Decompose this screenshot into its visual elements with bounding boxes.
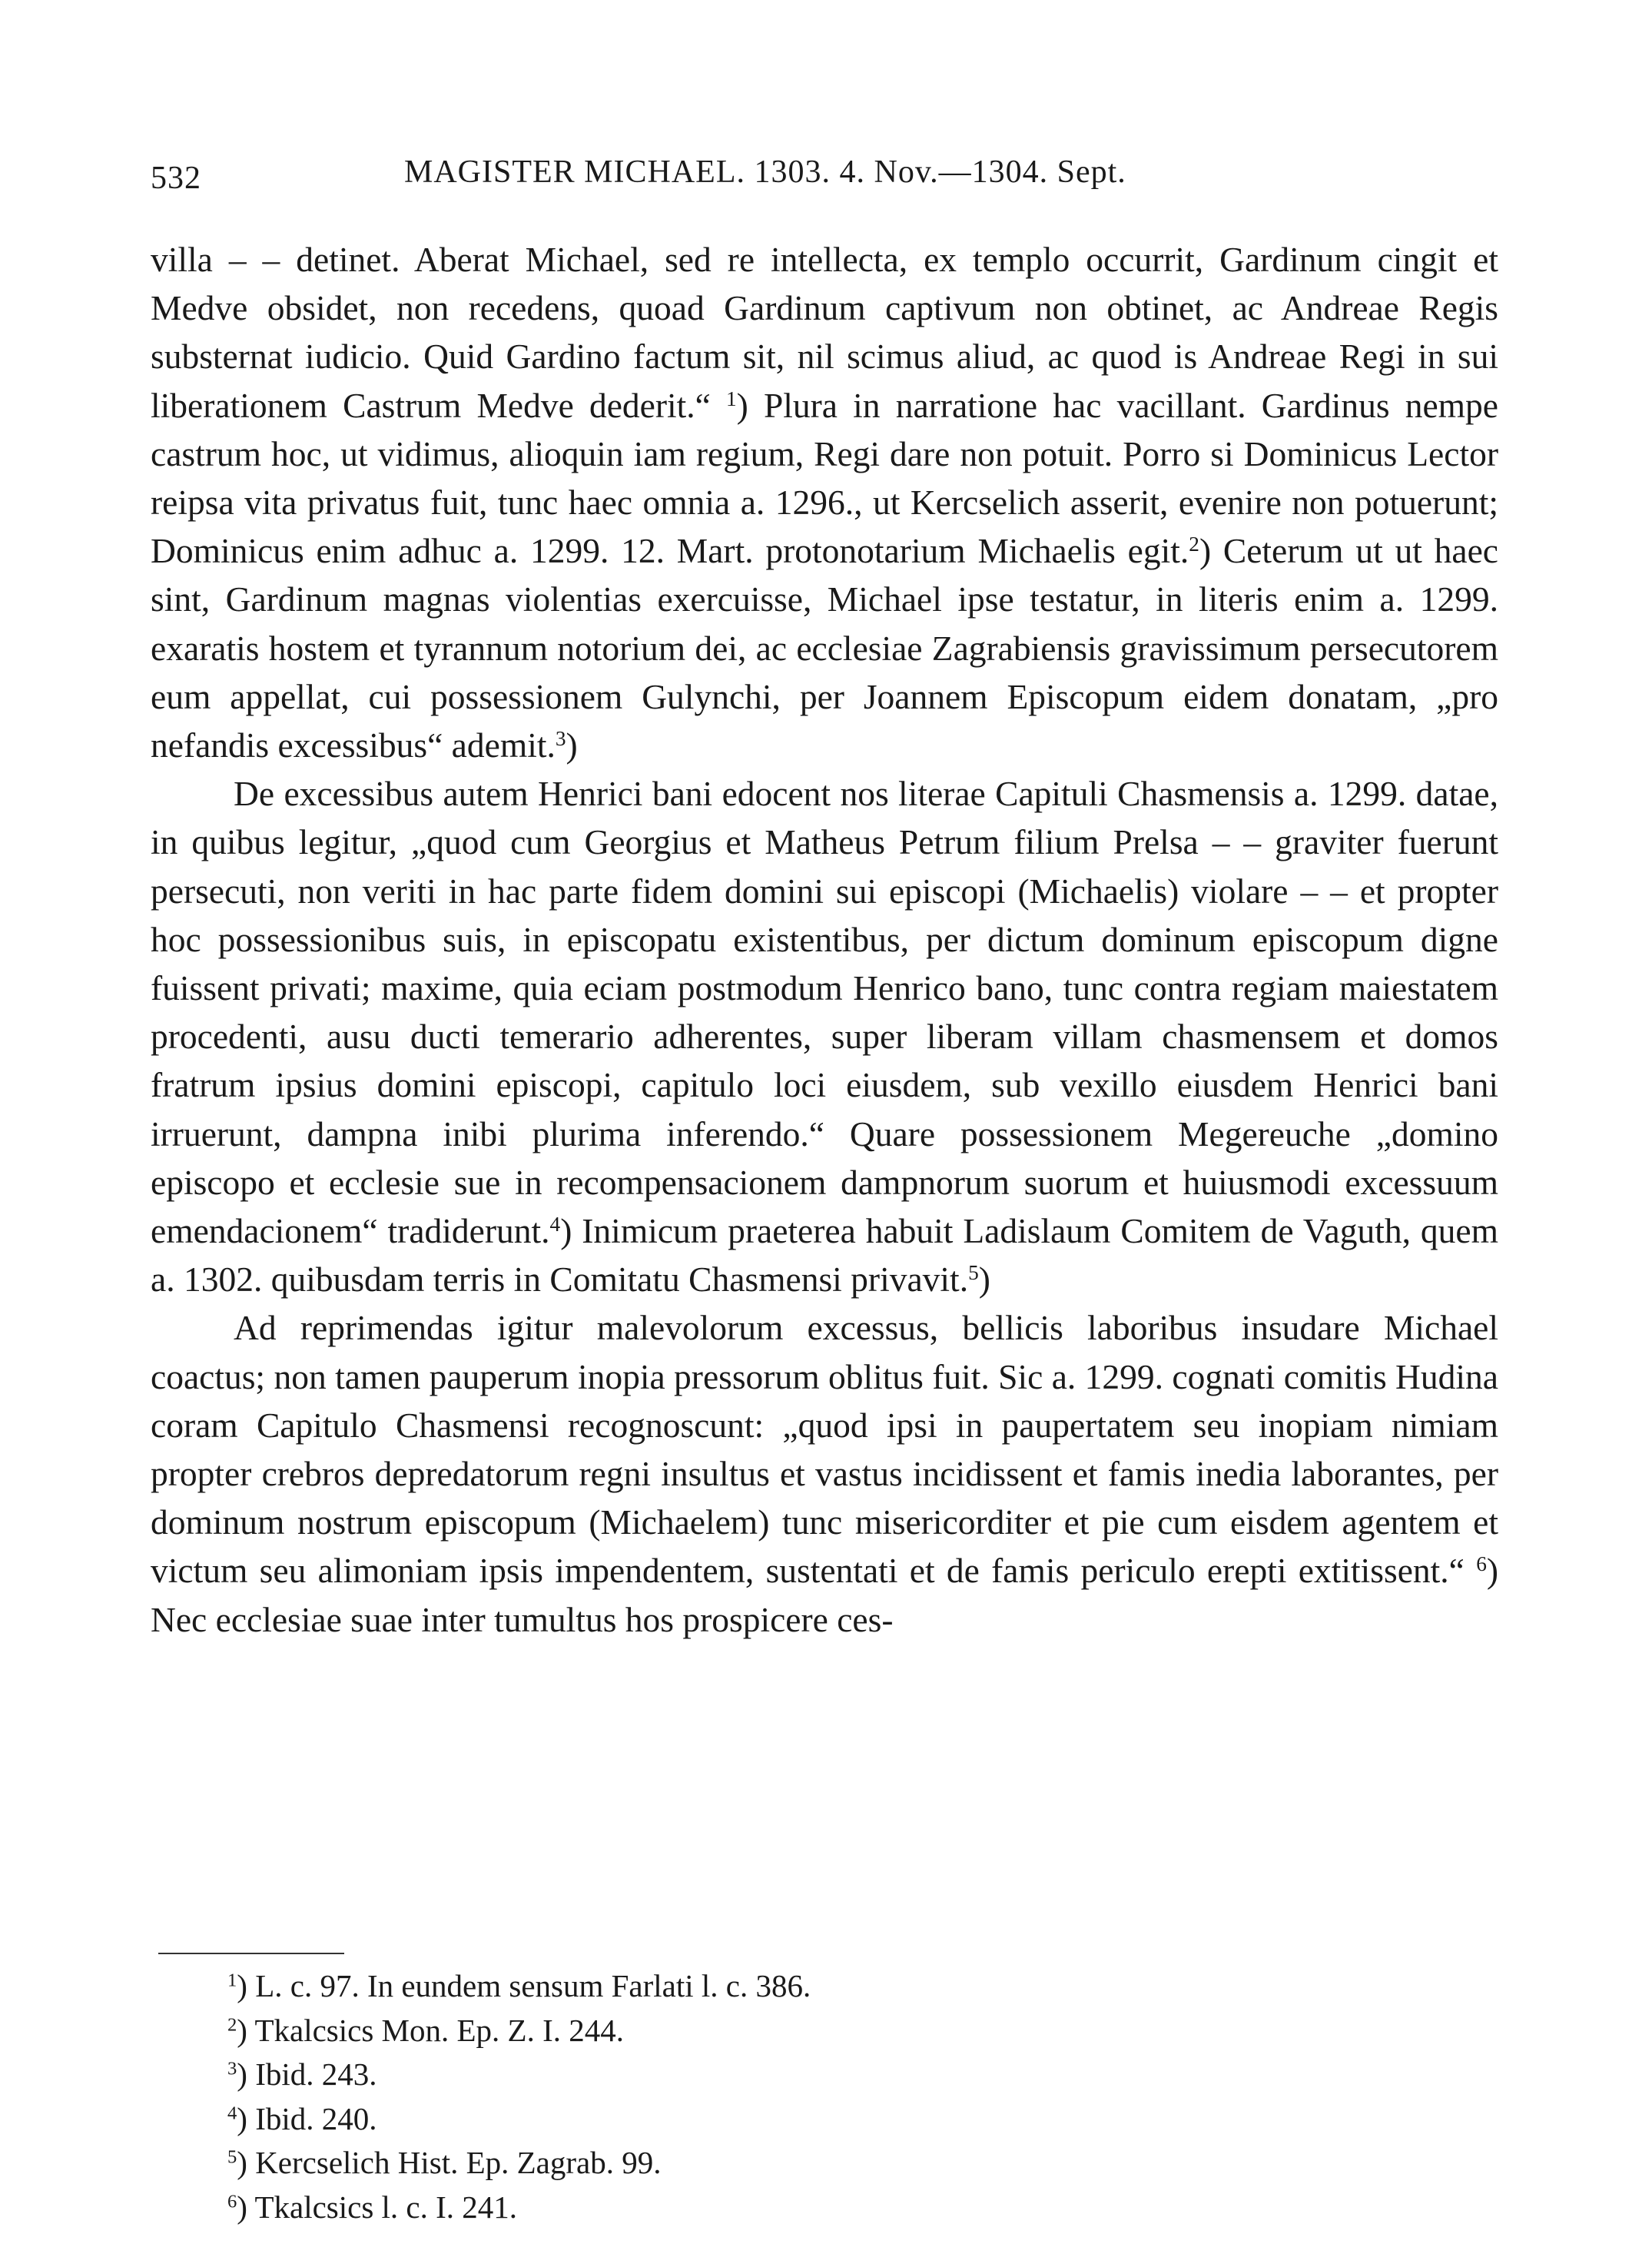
footnote-text: ) Tkalcsics Mon. Ep. Z. I. 244. <box>237 2012 624 2048</box>
main-text <box>151 235 1498 1644</box>
paragraph-text: De excessibus autem Henrici bani edocent nos literae Capituli Chasmensis a. 1299. datae, in quibus legitur, „quod cum Georgius et Matheus Petrum filium Prelsa – – graviter fuerunt persecuti, non veriti in hac parte fidem domini sui episcopi (Michaelis) violare – – et propter hoc possessionibus suis, in episcopatu existentibus, per dictum dominum episcopum digne fuissent privati; maxime, quia eciam postmodum Henrico bano, tunc contra regiam maiestatem procedenti, ausu ducti temerario adherentes, super liberam villam chasmensem et domos fratrum ipsius domini episcopi, capitulo loci eiusdem, sub vexillo eiusdem Henrici bani irruerunt, dampna inibi plurima inferendo.“ Quare possessionem Megereuche „domino episcopo et ecclesie sue in recompensacionem dampnorum suorum et huiusmodi excessuum emendacionem“ tradiderunt. <box>151 774 1498 1251</box>
footnote-text: ) L. c. 97. In eundem sensum Farlati l. c. 386. <box>237 1968 811 2003</box>
paragraph-2 <box>151 769 1498 1303</box>
footnote-ref: 2 <box>1189 533 1199 556</box>
paragraph-text: villa – – detinet. Aberat Michael, sed re intellecta, ex templo occurrit, Gardinum cingit et Medve obsidet, non recedens, quoad Gardinum captivum non obtinet, ac Andreae Regis substernat iudicio. Quid Gardino factum sit, nil scimus aliud, ac quod is Andreae Regi in sui liberationem Castrum Medve dederit.“ <box>151 240 1498 425</box>
footnote-mark: 1 <box>227 1970 237 1991</box>
page-header <box>151 154 1498 200</box>
footnote-mark: 2 <box>227 2013 237 2035</box>
footnote-ref: 5 <box>968 1261 979 1285</box>
paragraph-text: ) Inimicum praeterea habuit Ladislaum Comitem de Vaguth, quem a. 1302. quibusdam terris in Comitatu Chasmensi privavit. <box>151 1211 1499 1299</box>
footnote-text: ) Tkalcsics l. c. I. 241. <box>237 2189 518 2225</box>
footnote-mark: 6 <box>227 2190 237 2212</box>
page-number: 532 <box>151 161 201 196</box>
footnote-ref: 1 <box>726 387 737 410</box>
running-title: MAGISTER MICHAEL. 1303. 4. Nov.—1304. Sept. <box>404 154 1126 190</box>
footnote <box>227 2097 1303 2142</box>
footnote-mark: 4 <box>227 2102 237 2123</box>
paragraph-text: ) <box>978 1260 990 1299</box>
footnote-text: ) Kercselich Hist. Ep. Zagrab. 99. <box>237 2145 662 2180</box>
footnote-ref: 4 <box>549 1213 561 1236</box>
footnote-mark: 3 <box>227 2058 237 2079</box>
footnote <box>227 1964 1303 2009</box>
paragraph-text: ) Ceterum ut ut haec sint, Gardinum magnas violentias exercuisse, Michael ipse testatur, in literis enim a. 1299. exaratis hostem et tyrannum notorium dei, ac ecclesiae Zagrabiensis gravissimum persecutorem eum appellat, cui possessionem Gulynchi, per Joannem Episcopum eidem donatam, „pro nefandis excessibus“ ademit. <box>151 531 1498 765</box>
footnote-divider <box>158 1953 344 1954</box>
footnote <box>227 2141 1303 2186</box>
paragraph-text: ) Plura in narratione hac vacillant. Gardinus nempe castrum hoc, ut vidimus, alioquin iam regium, Regi dare non potuit. Porro si Dominicus Lector reipsa vita privatus fuit, tunc haec omnia a. 1296., ut Kercselich asserit, evenire non potuerunt; Dominicus enim adhuc a. 1299. 12. Mart. protonotarium Michaelis egit. <box>151 385 1498 571</box>
footnote-ref: 3 <box>555 727 566 751</box>
footnotes <box>227 1964 1303 2229</box>
paragraph-text: ) Nec ecclesiae suae inter tumultus hos prospicere ces- <box>151 1551 1498 1639</box>
footnote-text: ) Ibid. 240. <box>237 2100 377 2136</box>
paragraph-text: ) <box>566 725 578 765</box>
footnote-ref: 6 <box>1476 1552 1487 1576</box>
paragraph-1 <box>151 235 1498 769</box>
footnote-text: ) Ibid. 243. <box>237 2056 377 2092</box>
footnote <box>227 2186 1303 2230</box>
paragraph-text: Ad reprimendas igitur malevolorum excessus, bellicis laboribus insudare Michael coactus; non tamen pauperum inopia pressorum oblitus fuit. Sic a. 1299. cognati comitis Hudina coram Capitulo Chasmensi recognoscunt: „quod ipsi in paupertatem seu inopiam nimiam propter crebros depredatorum regni insultus et vastus incidissent et famis inedia laborantes, per dominum nostrum episcopum (Michaelem) tunc misericorditer et pie cum eisdem agentem et victum seu alimoniam ipsis impendentem, sustentati et de famis periculo erepti extitissent.“ <box>151 1308 1498 1591</box>
footnote <box>227 2053 1303 2097</box>
paragraph-3 <box>151 1303 1498 1643</box>
footnote-mark: 5 <box>227 2146 237 2168</box>
footnote <box>227 2009 1303 2053</box>
